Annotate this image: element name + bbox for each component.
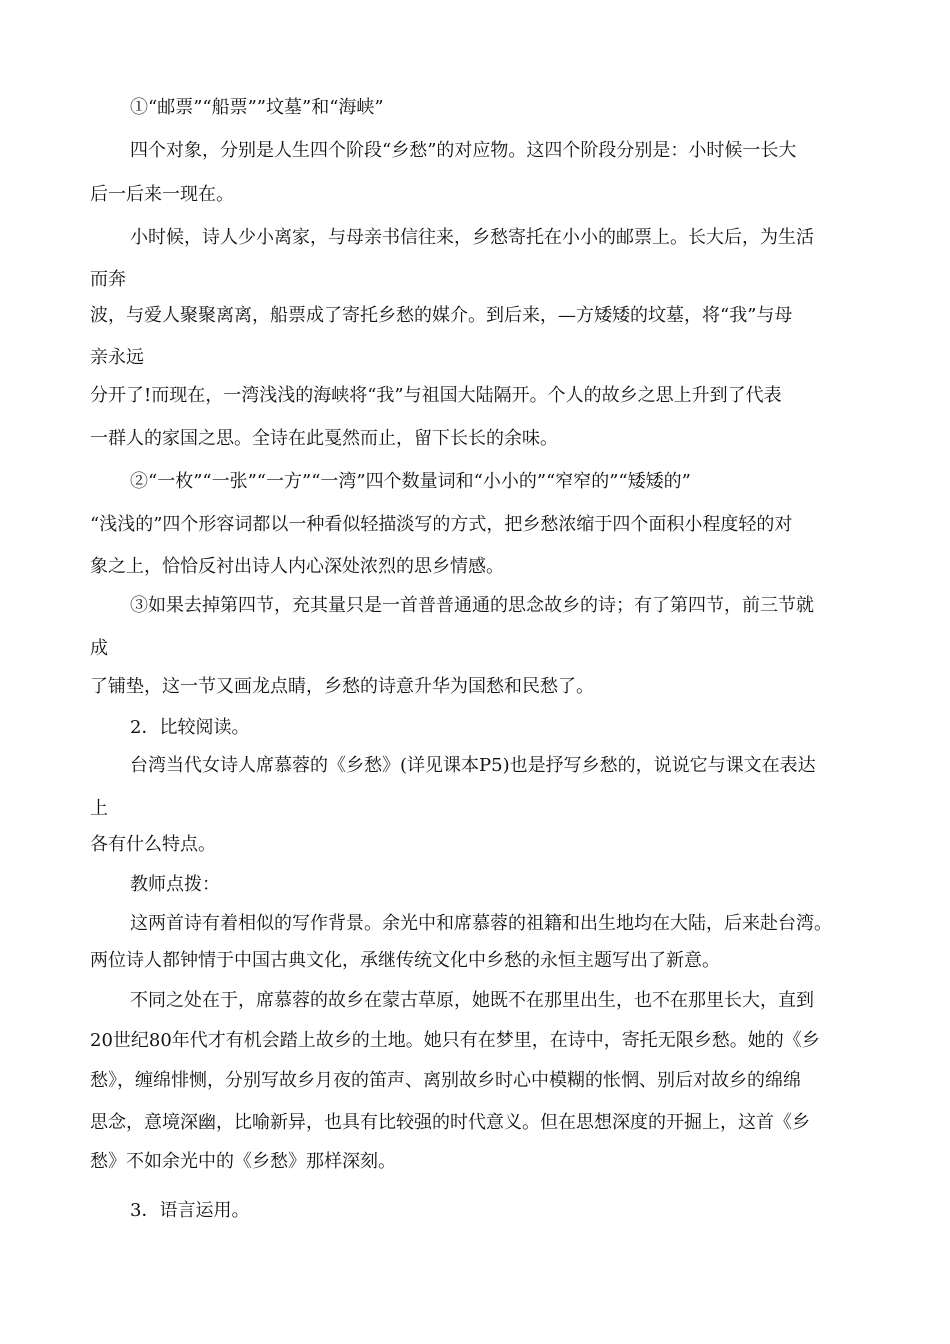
text-line: 四个对象，分别是人生四个阶段“乡愁”的对应物。这四个阶段分别是：小时候一长大	[130, 140, 797, 161]
text-line: 一群人的家国之思。全诗在此戛然而止，留下长长的余味。	[90, 428, 558, 449]
text-line: 这两首诗有着相似的写作背景。余光中和席慕蓉的祖籍和出生地均在大陆，后来赴台湾。	[130, 913, 832, 934]
text-line: 而奔	[90, 269, 126, 290]
text-line: 台湾当代女诗人席慕蓉的《乡愁》(详见课本P5)也是抒写乡愁的，说说它与课文在表达	[130, 755, 816, 776]
text-line: 上	[90, 798, 108, 819]
text-line: 后一后来一现在。	[90, 184, 234, 205]
text-line: ①“邮票”“船票””坟墓”和“海峡”	[130, 97, 384, 118]
text-line: 不同之处在于，席慕蓉的故乡在蒙古草原，她既不在那里出生，也不在那里长大，直到	[130, 990, 814, 1011]
text-line: 分开了!而现在，一湾浅浅的海峡将“我”与祖国大陆隔开。个人的故乡之思上升到了代表	[90, 385, 782, 406]
text-line: 各有什么特点。	[90, 834, 216, 855]
text-line: 3．语言运用。	[130, 1200, 250, 1221]
text-line: 愁》不如余光中的《乡愁》那样深刻。	[90, 1151, 396, 1172]
text-line: 小时候，诗人少小离家，与母亲书信往来，乡愁寄托在小小的邮票上。长大后，为生活	[130, 227, 814, 248]
text-line: 愁》，缠绵悱恻，分别写故乡月夜的笛声、离别故乡时心中模糊的怅惘、别后对故乡的绵绵	[90, 1070, 801, 1091]
text-line: 亲永远	[90, 347, 144, 368]
text-line: 象之上，恰恰反衬出诗人内心深处浓烈的思乡情感。	[90, 556, 504, 577]
text-line: 20世纪80年代才有机会踏上故乡的土地。她只有在梦里，在诗中，寄托无限乡愁。她的《乡	[90, 1030, 820, 1051]
text-line: 思念，意境深幽，比喻新异，也具有比较强的时代意义。但在思想深度的开掘上，这首《乡	[90, 1112, 810, 1133]
text-line: 2．比较阅读。	[130, 717, 250, 738]
text-line: 两位诗人都钟情于中国古典文化，承继传统文化中乡愁的永恒主题写出了新意。	[90, 950, 720, 971]
text-line: 了铺垫，这一节又画龙点睛，乡愁的诗意升华为国愁和民愁了。	[90, 676, 594, 697]
text-line: 教师点拨：	[130, 874, 220, 895]
text-line: 波，与爱人聚聚离离，船票成了寄托乡愁的媒介。到后来，—方矮矮的坟墓，将“我”与母	[90, 305, 793, 326]
text-line: ③如果去掉第四节，充其量只是一首普普通通的思念故乡的诗；有了第四节，前三节就	[130, 595, 814, 616]
text-line: “浅浅的”四个形容词都以一种看似轻描淡写的方式，把乡愁浓缩于四个面积小程度轻的对	[90, 514, 793, 535]
text-line: ②“一枚”“一张”“一方”“一湾”四个数量词和“小小的”“窄窄的”“矮矮的”	[130, 471, 691, 492]
text-line: 成	[90, 638, 108, 659]
